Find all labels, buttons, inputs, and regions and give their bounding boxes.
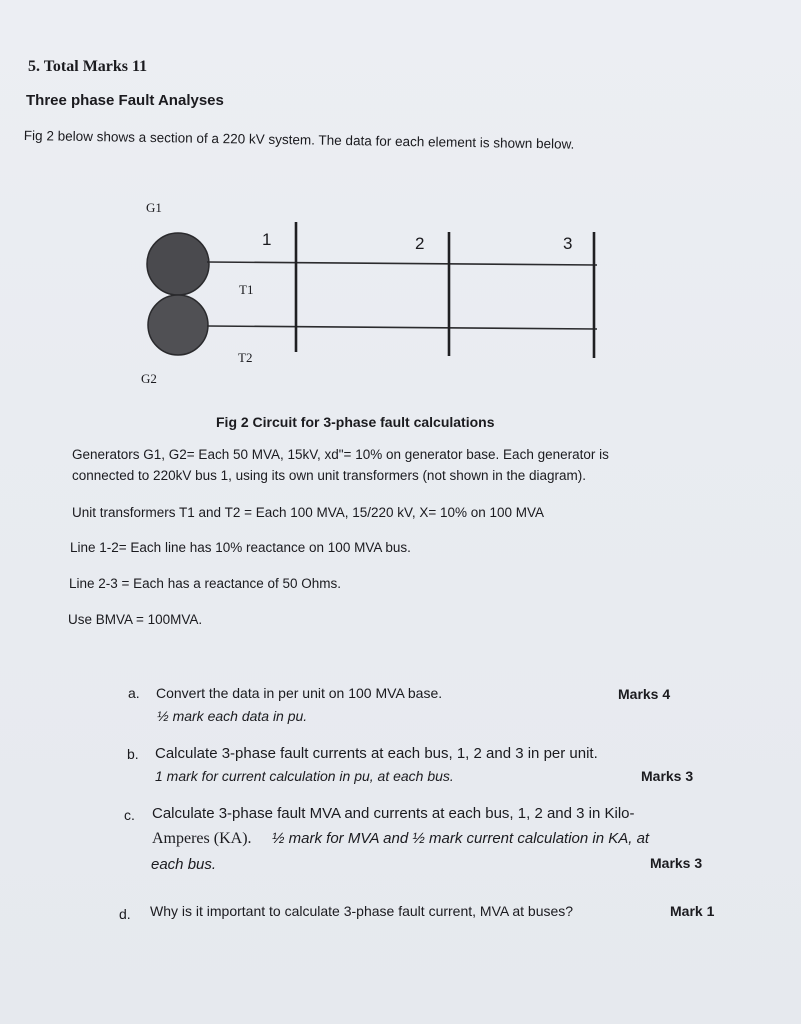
generator-g2-symbol	[148, 295, 208, 355]
g1-label: G1	[146, 200, 162, 215]
question-a-note: ½ mark each data in pu.	[157, 708, 308, 724]
question-d-marks: Mark 1	[670, 903, 715, 919]
question-d-text: Why is it important to calculate 3-phase fault current, MVA at buses?	[150, 903, 574, 919]
feeder-line-lower	[207, 326, 597, 329]
intro-text: Fig 2 below shows a section of a 220 kV system. The data for each element is shown below.	[23, 128, 575, 152]
question-title: 5. Total Marks 11	[28, 58, 148, 75]
t2-label: T2	[238, 350, 253, 365]
question-c-text-line3: each bus.	[151, 856, 217, 873]
generators-text-line1: Generators G1, G2= Each 50 MVA, 15kV, xd"= 10% on generator base. Each generator is	[72, 447, 609, 462]
bus-3-label: 3	[563, 234, 573, 253]
generator-g1-symbol	[147, 233, 209, 295]
line-2-3-text: Line 2-3 = Each has a reactance of 50 Ohms.	[69, 576, 342, 591]
feeder-line-upper	[207, 262, 597, 265]
question-a-letter: a.	[128, 685, 140, 701]
question-b-marks: Marks 3	[641, 768, 694, 784]
question-c-marks: Marks 3	[650, 855, 703, 871]
question-c-text-line2a: Amperes (KA).	[152, 830, 252, 847]
section-heading: Three phase Fault Analyses	[26, 92, 224, 109]
bmva-text: Use BMVA = 100MVA.	[68, 612, 203, 627]
question-a-text: Convert the data in per unit on 100 MVA base.	[156, 685, 443, 701]
generators-text-line2: connected to 220kV bus 1, using its own unit transformers (not shown in the diagram).	[72, 468, 587, 483]
bus-1-label: 1	[262, 230, 272, 249]
line-1-2-text: Line 1-2= Each line has 10% reactance on 100 MVA bus.	[70, 540, 411, 555]
g2-label: G2	[141, 371, 157, 386]
circuit-diagram	[0, 180, 801, 400]
question-a-marks: Marks 4	[618, 686, 671, 702]
question-d-letter: d.	[119, 906, 131, 922]
question-c-text-line2b: ½ mark for MVA and ½ mark current calculation in KA, at	[272, 830, 650, 847]
bus-2-label: 2	[415, 234, 425, 253]
transformers-text: Unit transformers T1 and T2 = Each 100 MVA, 15/220 kV, X= 10% on 100 MVA	[72, 505, 545, 520]
figure-caption: Fig 2 Circuit for 3-phase fault calculations	[216, 414, 495, 430]
question-b-text: Calculate 3-phase fault currents at each bus, 1, 2 and 3 in per unit.	[155, 745, 598, 762]
question-b-letter: b.	[127, 746, 139, 762]
question-b-note: 1 mark for current calculation in pu, at each bus.	[155, 768, 454, 784]
question-c-letter: c.	[124, 807, 135, 823]
t1-label: T1	[239, 282, 254, 297]
question-c-text-line1: Calculate 3-phase fault MVA and currents at each bus, 1, 2 and 3 in Kilo-	[152, 805, 635, 822]
